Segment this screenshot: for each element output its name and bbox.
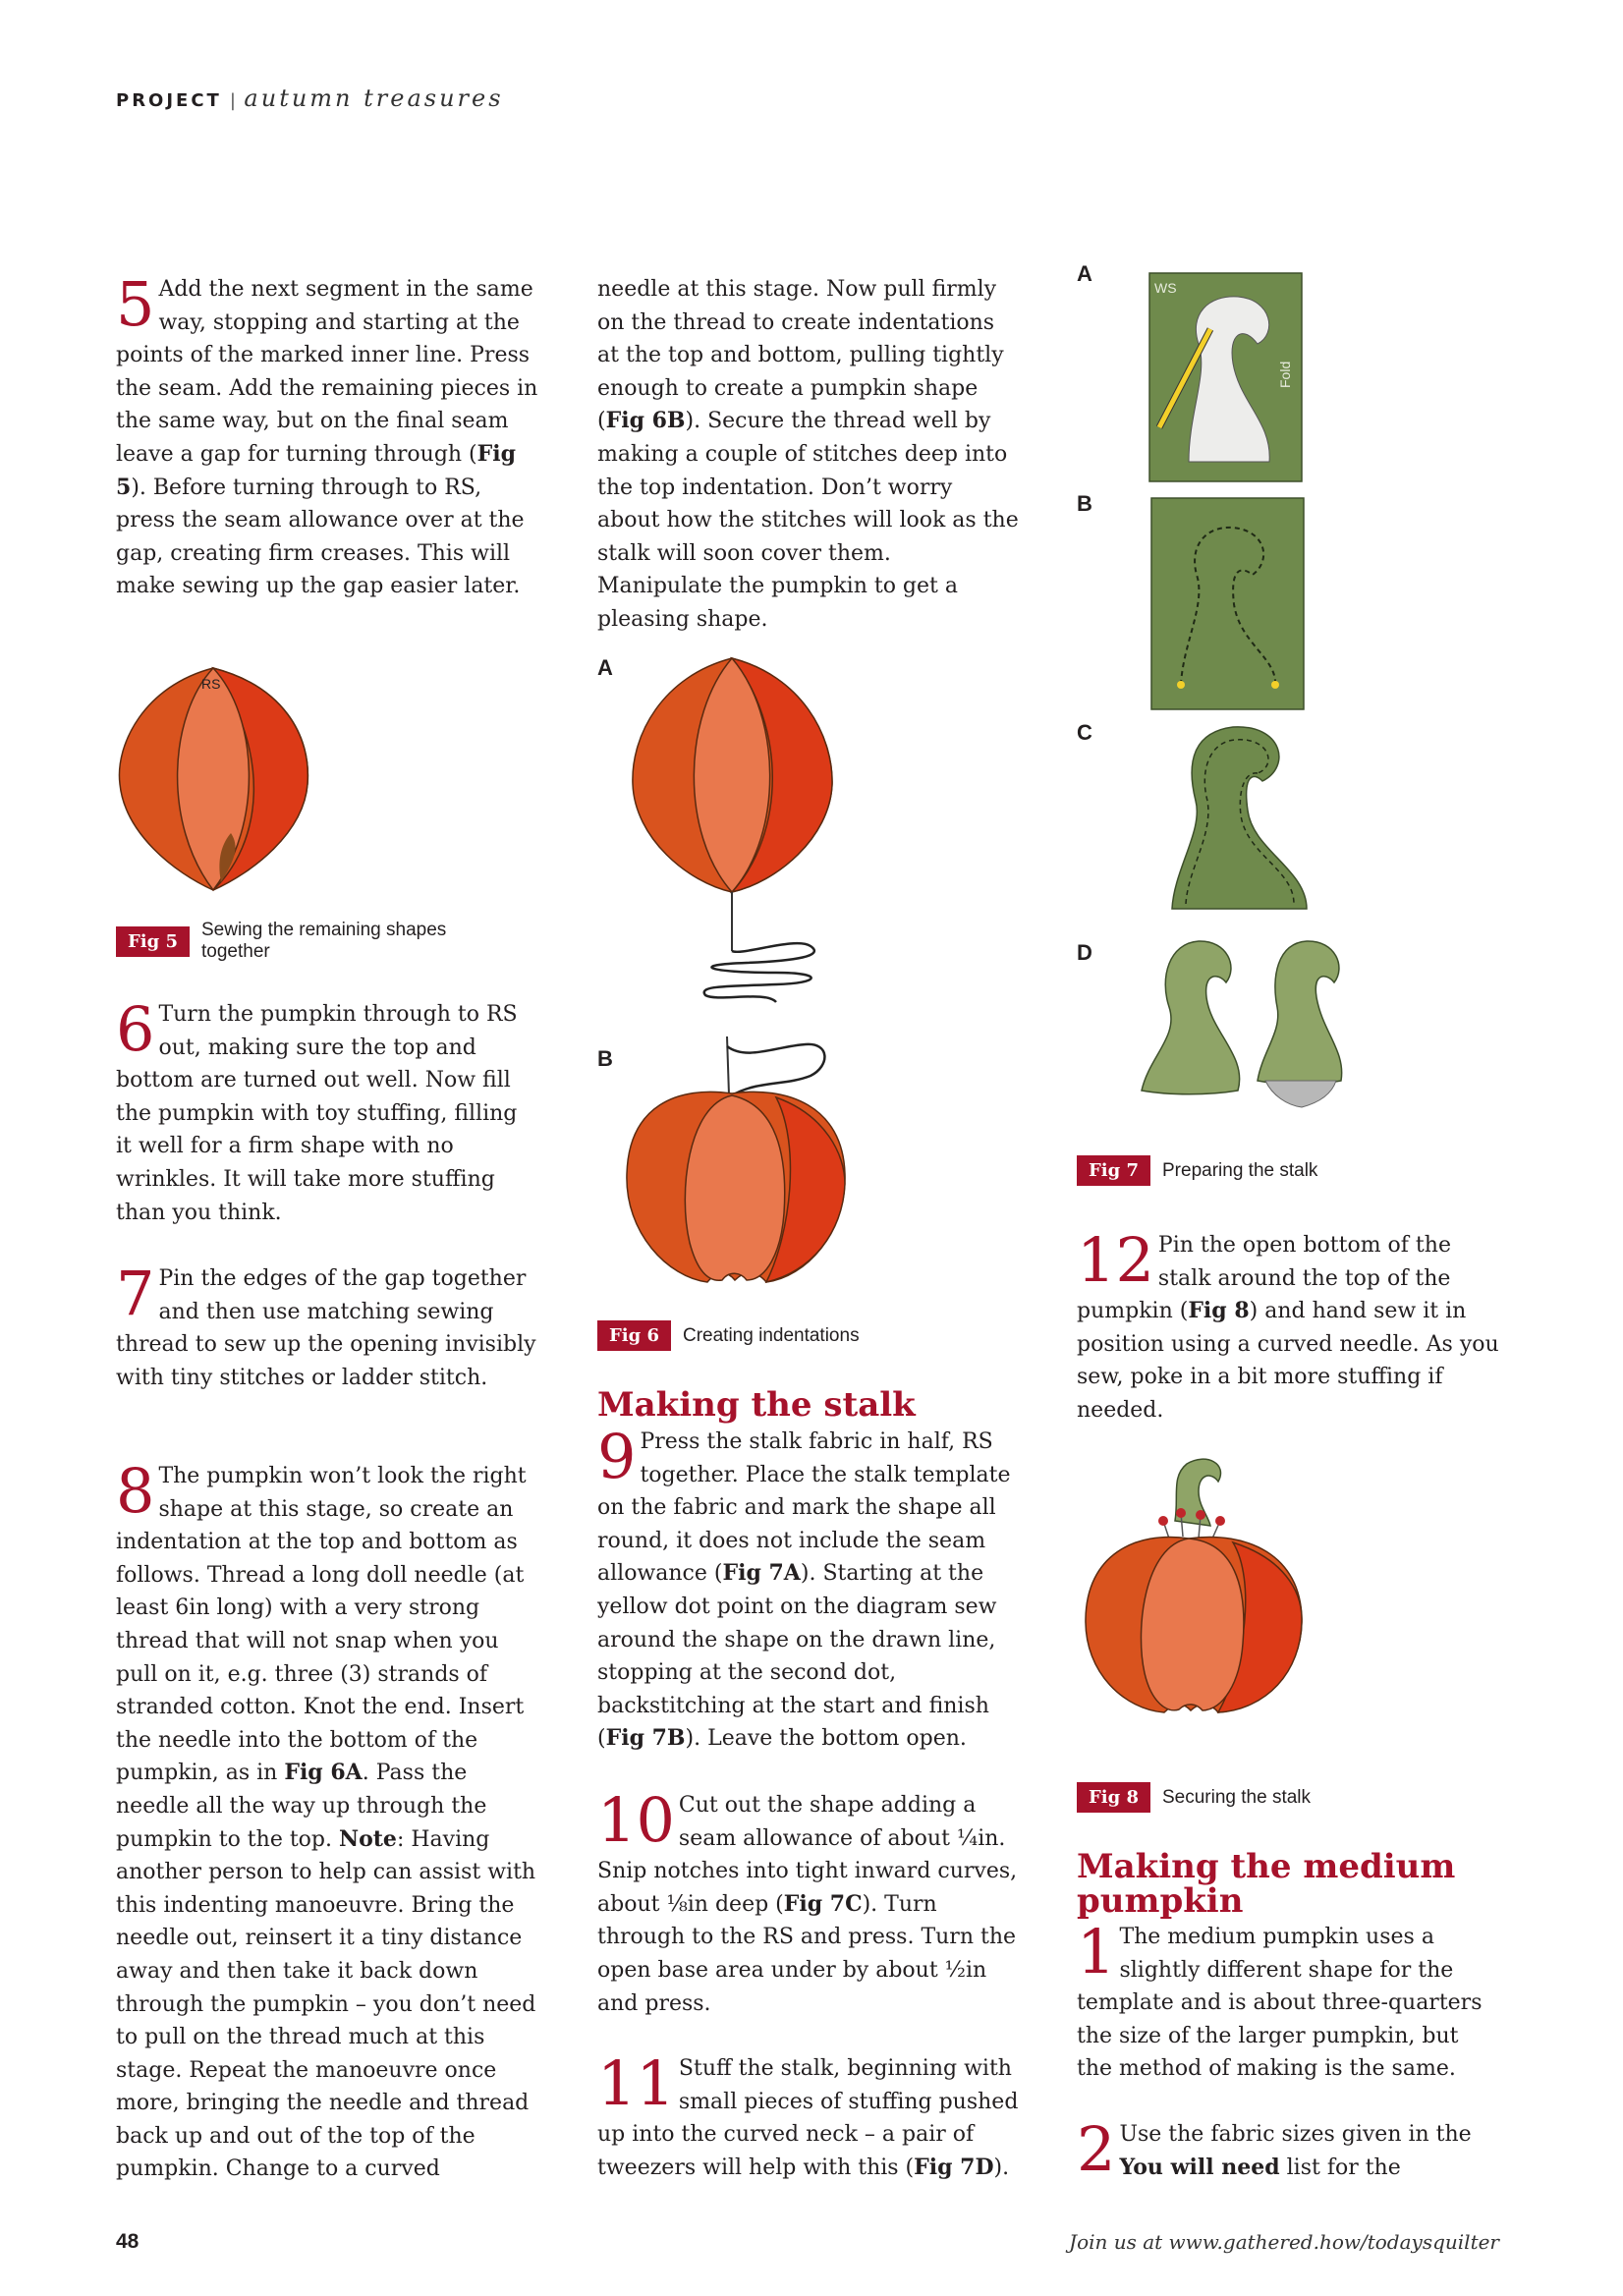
header-section: PROJECT [116, 90, 222, 111]
medium-step-1 [1077, 1916, 1499, 2086]
step-text: list for the [1279, 2155, 1401, 2180]
step-number: 12 [1077, 1224, 1154, 1296]
fig5-caption-text: Sewing the remaining shapes together [201, 920, 447, 962]
fig7c-cutout-illustration [1164, 722, 1312, 909]
step-9 [597, 1421, 1020, 1756]
medium-step-2 [1077, 2113, 1499, 2185]
step-text: ). [993, 2155, 1010, 2180]
step-text: ). Before turning through to RS, press the seam allowance over at the gap, creating firm creases. This will make sewing up the gap easier later. [116, 475, 525, 599]
fig8-pumpkin-illustration [1081, 1452, 1307, 1717]
fig7-caption-text: Preparing the stalk [1162, 1159, 1318, 1181]
step-8 [116, 1455, 538, 2186]
step-number: 2 [1077, 2113, 1116, 2185]
step-text: Pin the edges of the gap together and then use matching sewing thread to sew up the opening invisibly with tiny stitches or ladder stitch. [116, 1266, 536, 1390]
step-text: . Pass the needle all the way up through the pumpkin to the top. [116, 1761, 487, 1852]
fig7a-fold-label: Fold [1277, 361, 1293, 388]
step-number: 9 [597, 1421, 637, 1492]
fig5-rs-label: RS [201, 676, 221, 692]
fig6-caption-text: Creating indentations [683, 1324, 860, 1346]
page-number: 48 [116, 2230, 140, 2253]
step-number: 6 [116, 993, 155, 1065]
step-text: Press the stalk fabric in half, RS together. Place the stalk template on the fabric and mark the shape all round, it does not include the seam allowance ( [597, 1429, 1011, 1587]
fig-ref: Fig 5 [116, 440, 516, 500]
step-number: 8 [116, 1455, 155, 1527]
fig7-label-c: C [1077, 720, 1092, 745]
subhead-making-the-stalk: Making the stalk [597, 1385, 916, 1425]
fig7-caption [1077, 1155, 1317, 1186]
fig-ref: Fig 7B [605, 1725, 686, 1752]
step-text: needle at this stage. Now pull firmly on the thread to create indentations at the top and bottom, pulling tightly enough to create a pumpkin shape ( [597, 277, 1004, 434]
fig-ref: Fig 7A [722, 1560, 801, 1587]
step-text: Turn the pumpkin through to RS out, making sure the top and bottom are turned out well. Now fill the pumpkin with toy stuffing, filling it well for a firm shape with no wrinkles. It will take more stuffing than you think. [116, 1002, 518, 1225]
fig-ref: Fig 6B [605, 408, 686, 434]
note-label: Note [338, 1825, 397, 1852]
step-10 [597, 1784, 1020, 2020]
fig5-badge: Fig 5 [116, 926, 190, 957]
step-text: ). Starting at the yellow dot point on the diagram sew around the shape on the drawn line, stopping at the second dot, backstitching at the start and finish ( [597, 1561, 997, 1752]
step-text: Use the fabric sizes given in the [1119, 2122, 1472, 2147]
fig7d-stuffed-stalks-illustration [1140, 938, 1346, 1135]
header-divider: | [229, 90, 237, 111]
step-text: Add the next segment in the same way, stopping and starting at the points of the marked inner line. Press the seam. Add the remaining pieces in the same way, but on the final seam leave a gap for turning through ( [116, 277, 538, 467]
step-text: : Having another person to help can assist with this indenting manoeuvre. Bring the needle out, reinsert it a tiny distance away and then take it back down through the pumpkin – you don’t need to pull on the thread much at this stage. Repeat the manoeuvre once more, bringing the needle and thread back up and out of the top of the pumpkin. Change to a curved [116, 1826, 536, 2182]
fig6-label-a: A [597, 655, 613, 680]
step-8-continued [597, 273, 1020, 637]
fig7a-ws-label: WS [1154, 280, 1177, 296]
fig6a-pumpkin-illustration [629, 656, 845, 1010]
fig6-label-b: B [597, 1046, 613, 1071]
step-text: ) and hand sew it in position using a curved needle. As you sew, poke in a bit more stuffing if needed. [1077, 1299, 1499, 1423]
step-text: ). Leave the bottom open. [685, 1726, 967, 1752]
step-12 [1077, 1224, 1499, 1428]
list-ref: You will need [1119, 2154, 1280, 2180]
step-7 [116, 1258, 538, 1394]
fig7-label-b: B [1077, 491, 1092, 516]
step-11 [597, 2047, 1020, 2184]
step-5 [116, 268, 538, 603]
fig7-label-d: D [1077, 940, 1092, 965]
step-text: Pin the open bottom of the stalk around the top of the pumpkin ( [1077, 1233, 1451, 1324]
fig7-badge: Fig 7 [1077, 1155, 1150, 1186]
step-text: ). Secure the thread well by making a couple of stitches deep into the top indentation. Don’t worry about how the stitches will look as the stalk will soon cover them. Manipulate the pumpkin to get a pleasing shape. [597, 409, 1019, 632]
step-number: 11 [597, 2047, 675, 2119]
fig8-badge: Fig 8 [1077, 1782, 1150, 1813]
step-text: The pumpkin won’t look the right shape at this stage, so create an indentation at the top and bottom as follows. Thread a long doll needle (at least 6in long) with a very strong thread that will not snap when you pull on it, e.g. three (3) strands of stranded cotton. Knot the end. Insert the needle into the bottom of the pumpkin, as in [116, 1464, 527, 1786]
footer-url: Join us at www.gathered.how/todaysquilter [1069, 2230, 1499, 2254]
step-text: ). Turn through to the RS and press. Turn the open base area under by about ½in and press. [597, 1891, 1017, 2016]
step-number: 10 [597, 1784, 675, 1856]
step-6 [116, 993, 538, 1229]
fig8-caption [1077, 1782, 1311, 1813]
fig7b-sewn-illustration [1149, 496, 1307, 712]
step-number: 1 [1077, 1916, 1116, 1988]
fig8-caption-text: Securing the stalk [1162, 1786, 1312, 1808]
header-title: autumn treasures [244, 84, 504, 112]
fig-ref: Fig 8 [1188, 1298, 1250, 1324]
subhead-making-the-medium-pumpkin: Making the medium pumpkin [1077, 1847, 1456, 1921]
step-text: Cut out the shape adding a seam allowance of about ¼in. Snip notches into tight inward curves, about ⅛in deep ( [597, 1793, 1018, 1917]
fig6b-pumpkin-illustration [619, 1036, 855, 1292]
fig-ref: Fig 7D [914, 2154, 994, 2180]
step-text: Stuff the stalk, beginning with small pieces of stuffing pushed up into the curved neck – a pair of tweezers will help with this ( [597, 2056, 1019, 2180]
fig7-label-a: A [1077, 261, 1092, 286]
fig-ref: Fig 6A [284, 1760, 363, 1786]
fig-ref: Fig 7C [783, 1890, 863, 1917]
fig6-badge: Fig 6 [597, 1320, 671, 1351]
fig5-caption [116, 920, 496, 963]
step-number: 5 [116, 268, 155, 340]
running-header [116, 84, 504, 112]
step-number: 7 [116, 1258, 155, 1329]
fig5-pumpkin-illustration [115, 666, 311, 892]
fig6-caption [597, 1320, 860, 1351]
step-text: The medium pumpkin uses a slightly different shape for the template and is about three-quarters the size of the larger pumpkin, but the method of making is the same. [1077, 1925, 1483, 2082]
